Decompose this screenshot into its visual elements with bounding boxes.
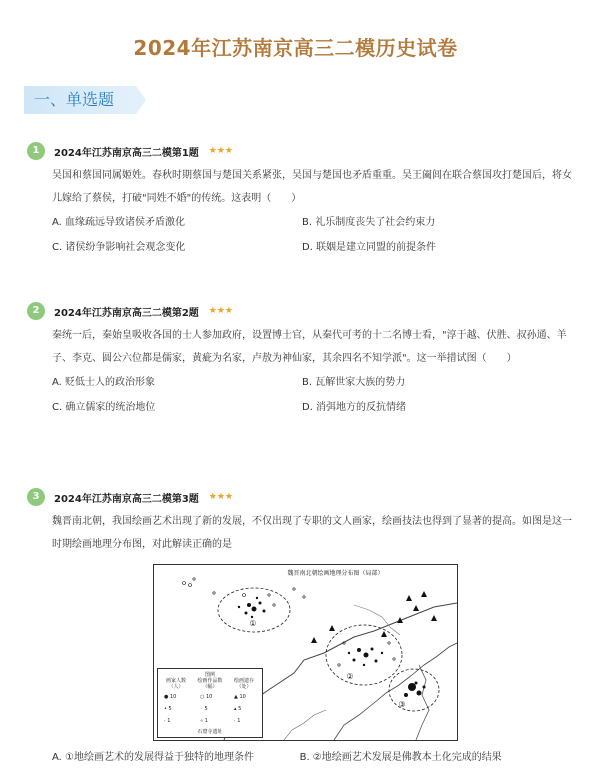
option-c[interactable]: C. 确立儒家的统治地位 (52, 402, 156, 413)
difficulty-stars: ★★★ (208, 492, 234, 502)
question-3-options (27, 745, 567, 770)
question-header (27, 142, 567, 160)
legend-grotto-label: 石窟寺遗址 (197, 729, 223, 735)
legend-row-1: 1 (204, 718, 208, 724)
question-number-badge: 1 (27, 142, 45, 160)
grotto-markers (311, 591, 437, 643)
legend-row-10: 10 (169, 694, 177, 700)
legend-col-painters: 画家人数（人） (165, 678, 186, 690)
region-label-3: ③ (398, 700, 406, 709)
difficulty-stars: ★★★ (208, 146, 234, 156)
map-legend (157, 668, 263, 738)
question-stem: 秦统一后，秦始皇吸收各国的士人参加政府，设置博士官，从秦代可考的十二名博士看，"淳于越、伏胜、叔孙通、羊子、李克、圆公六位都是儒家，黄疵为名家，卢敖为神仙家，其余四名不知学派"。这一举措试图（ ） (52, 330, 567, 364)
map-title: 魏晋南北朝绘画地理分布图（局部） (287, 570, 384, 577)
legend-row-5: 5 (238, 706, 242, 712)
option-b[interactable]: B. ②地绘画艺术发展是佛教本土化完成的结果 (299, 752, 502, 763)
question-3 (27, 488, 572, 556)
option-a[interactable]: A. 贬低士人的政治形象 (52, 377, 156, 388)
question-source[interactable]: 2024年江苏南京高三二模第1题 (54, 147, 199, 159)
region-1-markers (238, 597, 266, 618)
legend-title: 图例 (204, 672, 215, 678)
region-2-markers (348, 648, 383, 667)
legend-row-1: 1 (167, 718, 171, 724)
legend-row-10: 10 (239, 694, 246, 700)
legend-painter-symbols: ● 10 • 5 · 1 (164, 694, 177, 724)
options (52, 745, 567, 770)
question-stem: 魏晋南北朝，我国绘画艺术出现了新的发展，不仅出现了专职的文人画家，绘画技法也得到了显著的提高。如图是这一时期绘画地理分布图，对此解读正确的是 (52, 516, 572, 550)
question-number-badge: 3 (27, 488, 45, 506)
difficulty-stars: ★★★ (208, 306, 234, 316)
options (52, 210, 567, 260)
question-source[interactable]: 2024年江苏南京高三二模第3题 (54, 493, 199, 505)
section-header: 一、单选题 (24, 86, 136, 114)
page-title: 2024年江苏南京高三二模历史试卷 (133, 36, 458, 60)
painting-distribution-map (153, 564, 458, 741)
question-number-badge: 2 (27, 302, 45, 320)
option-d[interactable]: D. 消弭地方的反抗情绪 (302, 402, 407, 413)
legend-row-10: 10 (205, 694, 213, 700)
region-label-2: ② (346, 672, 354, 681)
option-a[interactable]: A. 血缘疏远导致诸侯矛盾激化 (52, 217, 186, 228)
option-a[interactable]: A. ①地绘画艺术的发展得益于独特的地理条件 (52, 752, 254, 763)
legend-remain-symbols: ▲ 10 ▴ 5 · 1 (234, 694, 246, 724)
option-b[interactable]: B. 礼乐制度丧失了社会约束力 (302, 217, 436, 228)
legend-row-5: 5 (168, 706, 172, 712)
question-stem: 吴国和蔡国同属姬姓。春秋时期蔡国与楚国关系紧张，吴国与楚国也矛盾重重。吴王阖闾在联合蔡国攻打楚国后，将女儿嫁给了蔡侯，打破"同姓不婚"的传统。这表明（ ） (52, 170, 572, 204)
option-d[interactable]: D. 联姻是建立同盟的前提条件 (302, 242, 437, 253)
region-label-1: ① (249, 619, 257, 628)
question-source[interactable]: 2024年江苏南京高三二模第2题 (54, 307, 199, 319)
legend-row-1: 1 (237, 718, 241, 724)
option-c[interactable]: C. 诸侯纷争影响社会观念变化 (52, 242, 186, 253)
question-header (27, 302, 567, 320)
legend-row-5: 5 (204, 706, 208, 712)
legend-work-symbols: ○ 10 ◦ 5 ∘ 1 (200, 694, 213, 724)
options (52, 370, 567, 420)
question-2 (27, 302, 567, 420)
question-header (27, 488, 567, 506)
option-b[interactable]: B. 瓦解世家大族的势力 (302, 377, 406, 388)
legend-col-remains: 绘画遗存（处） (233, 678, 254, 690)
question-1 (27, 142, 572, 260)
legend-col-works: 绘画作品数（幅） (197, 678, 223, 690)
